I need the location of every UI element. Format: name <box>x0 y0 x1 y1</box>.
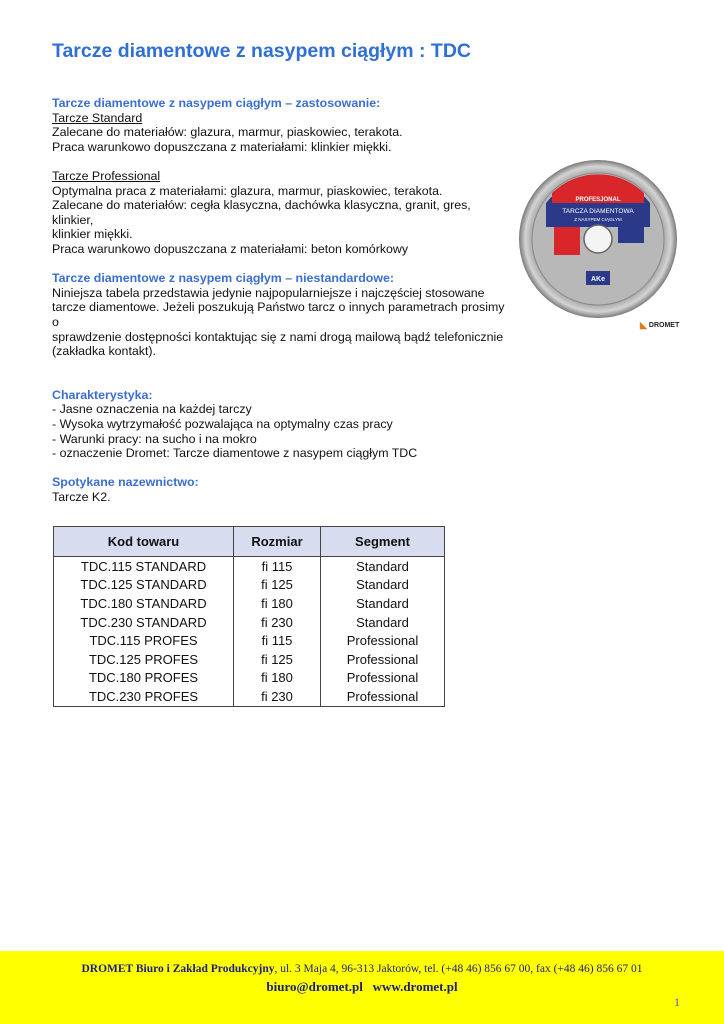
professional-line: Zalecane do materiałów: cegła klasyczna, dachówka klasyczna, granit, gres, klinkier, <box>52 198 471 227</box>
professional-line: klinkier miękki. <box>52 227 133 242</box>
standard-line: Zalecane do materiałów: glazura, marmur, piaskowiec, terakota. <box>52 125 403 140</box>
column-header-segment: Segment <box>321 527 445 557</box>
nonstandard-line: (zakładka kontakt). <box>52 344 156 359</box>
characteristic-item: - Jasne oznaczenia na każdej tarczy <box>52 402 252 417</box>
footer-company: DROMET Biuro i Zakład Produkcyjny <box>81 963 275 975</box>
cell-code: TDC.180 STANDARD <box>54 594 234 613</box>
section-heading-application: Tarcze diamentowe z nasypem ciągłym – zastosowanie: <box>52 96 381 110</box>
table-row <box>54 631 445 650</box>
cell-code: TDC.180 PROFES <box>54 669 234 688</box>
table-row <box>54 594 445 613</box>
table-header-row <box>54 527 445 557</box>
cell-size: fi 125 <box>234 650 321 669</box>
characteristic-item: - Wysoka wytrzymałość pozwalająca na optymalny czas pracy <box>52 417 393 432</box>
footer-address: , ul. 3 Maja 4, 96-313 Jaktorów, tel. (+48 46) 856 67 00, fax (+48 46) 856 67 01 <box>274 963 643 975</box>
section-heading-nonstandard: Tarcze diamentowe z nasypem ciągłym – niestandardowe: <box>52 271 395 286</box>
standard-label: Tarcze Standard <box>52 110 143 125</box>
cell-size: fi 115 <box>234 631 321 650</box>
footer-website-link[interactable]: www.dromet.pl <box>372 979 458 994</box>
cell-size: fi 180 <box>234 669 321 688</box>
standard-line: Praca warunkowo dopuszczana z materiałami: klinkier miękki. <box>52 139 392 154</box>
cell-segment: Standard <box>321 557 445 576</box>
column-header-size: Rozmiar <box>234 527 321 557</box>
disc-line1: TARCZA DIAMENTOWA <box>562 208 634 215</box>
characteristic-item: - oznaczenie Dromet: Tarcze diamentowe z nasypem ciągłym TDC <box>52 446 418 461</box>
footer-address-line <box>0 963 724 975</box>
table-row <box>54 613 445 632</box>
disc-arbor-hole <box>584 225 612 253</box>
disc-brand: AKe <box>590 276 606 283</box>
cell-size: fi 230 <box>234 613 321 632</box>
cell-segment: Professional <box>321 631 445 650</box>
section-heading-characteristics: Charakterystyka: <box>52 387 153 402</box>
cell-code: TDC.125 PROFES <box>54 650 234 669</box>
disc-warning-icons <box>554 227 580 255</box>
column-header-code: Kod towaru <box>54 527 234 557</box>
table-row <box>54 650 445 669</box>
footer <box>0 951 724 1024</box>
product-table <box>53 526 445 707</box>
table-row <box>54 557 445 576</box>
cell-segment: Professional <box>321 650 445 669</box>
disc-line2: Z NASYPEM CIĄGŁYM <box>574 217 622 222</box>
cell-segment: Professional <box>321 669 445 688</box>
diamond-disc-image <box>518 159 678 319</box>
cell-segment: Standard <box>321 594 445 613</box>
dromet-logo <box>640 320 679 331</box>
cell-size: fi 125 <box>234 576 321 595</box>
professional-line: Praca warunkowo dopuszczana z materiałami: beton komórkowy <box>52 241 409 256</box>
cell-code: TDC.115 STANDARD <box>54 557 234 576</box>
cell-size: fi 230 <box>234 687 321 706</box>
professional-label: Tarcze Professional <box>52 168 161 183</box>
nonstandard-line: tarcze diamentowe. Jeżeli poszukują Państwo tarcz o innych parametrach prosimy o <box>52 300 505 329</box>
professional-line: Optymalna praca z materiałami: glazura, marmur, piaskowiec, terakota. <box>52 183 443 198</box>
nonstandard-line: Niniejsza tabela przedstawia jedynie najpopularniejsze i najczęściej stosowane <box>52 285 485 300</box>
cell-segment: Standard <box>321 576 445 595</box>
cell-size: fi 180 <box>234 594 321 613</box>
naming-text: Tarcze K2. <box>52 490 111 505</box>
section-heading-naming: Spotykane nazewnictwo: <box>52 475 199 490</box>
page-title: Tarcze diamentowe z nasypem ciągłym : TDC <box>52 40 472 62</box>
logo-text: DROMET <box>648 322 680 329</box>
disc-spec-label <box>618 227 644 243</box>
nonstandard-line: sprawdzenie dostępności kontaktując się z nami drogą mailową bądź telefonicznie <box>52 329 504 344</box>
table-row <box>54 576 445 595</box>
table-row <box>54 669 445 688</box>
cell-code: TDC.230 PROFES <box>54 687 234 706</box>
logo-mark-icon: ◣ <box>640 320 647 330</box>
footer-contact-line <box>0 979 724 995</box>
characteristic-item: - Warunki pracy: na sucho i na mokro <box>52 431 257 446</box>
content <box>52 96 512 505</box>
cell-size: fi 115 <box>234 557 321 576</box>
table-row <box>54 687 445 706</box>
footer-email-link[interactable]: biuro@dromet.pl <box>266 979 363 994</box>
cell-code: TDC.115 PROFES <box>54 631 234 650</box>
cell-code: TDC.125 STANDARD <box>54 576 234 595</box>
cell-segment: Standard <box>321 613 445 632</box>
cell-segment: Professional <box>321 687 445 706</box>
cell-code: TDC.230 STANDARD <box>54 613 234 632</box>
disc-band-text: PROFESJONAL <box>575 197 621 203</box>
page-number: 1 <box>674 995 680 1009</box>
